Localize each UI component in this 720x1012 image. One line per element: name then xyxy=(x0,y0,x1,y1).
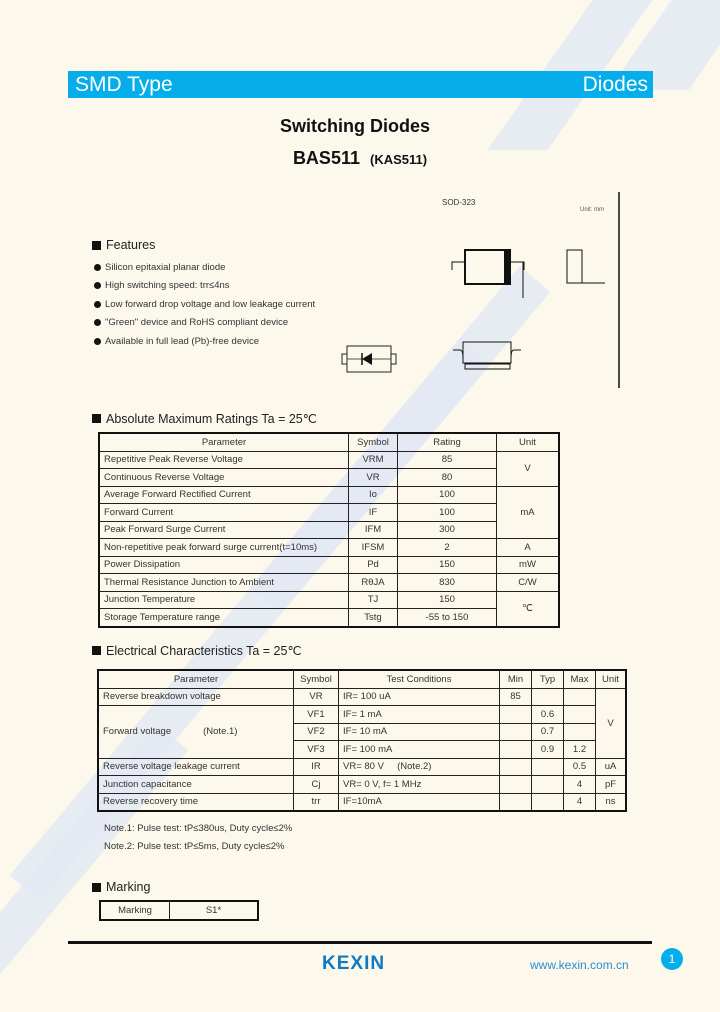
table-row: Junction capacitance Cj VR= 0 V, f= 1 MHz 4 pF xyxy=(98,776,626,794)
table-row: Marking S1* xyxy=(100,901,258,920)
abs-max-heading: Absolute Maximum Ratings Ta = 25℃ xyxy=(92,411,317,426)
page-number-badge: 1 xyxy=(661,948,683,970)
table-row: Forward Current IF 100 xyxy=(99,504,559,522)
square-bullet-icon xyxy=(92,883,101,892)
table-row: Non-repetitive peak forward surge current(t=10ms) IFSM 2 A xyxy=(99,539,559,557)
table-row: Forward voltage (Note.1) VF1 IF= 1 mA 0.6 xyxy=(98,706,626,724)
table-row: Reverse voltage leakage current IR VR= 80 V (Note.2) 0.5 uA xyxy=(98,758,626,776)
feature-item: High switching speed: trr≤4ns xyxy=(92,277,315,296)
feature-item: Low forward drop voltage and low leakage current xyxy=(92,295,315,314)
package-drawing xyxy=(420,190,630,390)
bullet-icon xyxy=(94,301,101,308)
features-section: Features Silicon epitaxial planar diode High switching speed: trr≤4ns Low forward drop voltage and low leakage current "Green" device and RoHS compliant device Available in full lead (Pb)-free device xyxy=(92,238,315,351)
note-1: Note.1: Pulse test: tP≤380us, Duty cycle≤2% xyxy=(104,823,293,834)
table-row: Storage Temperature range Tstg -55 to 150 xyxy=(99,609,559,627)
table-row: Reverse breakdown voltage VR IR= 100 uA 85 V xyxy=(98,688,626,706)
table-row: Repetitive Peak Reverse Voltage VRM 85 V xyxy=(99,451,559,469)
doc-title: Switching Diodes xyxy=(279,116,430,136)
marking-table xyxy=(99,900,259,921)
table-row: Continuous Reverse Voltage VR 80 xyxy=(99,469,559,487)
square-bullet-icon xyxy=(92,414,101,423)
table-row: Thermal Resistance Junction to Ambient RθJA 830 C/W xyxy=(99,574,559,592)
bullet-icon xyxy=(94,282,101,289)
alt-part-number: (KAS511) xyxy=(369,152,428,167)
square-bullet-icon xyxy=(92,646,101,655)
header-banner xyxy=(68,71,653,98)
table-header-row: Parameter Symbol Test Conditions Min Typ Max Unit xyxy=(98,670,626,688)
part-number: BAS511 (KAS511) xyxy=(292,148,428,168)
bullet-icon xyxy=(94,338,101,345)
feature-item: "Green" device and RoHS compliant device xyxy=(92,314,315,333)
kexin-logo: KEXIN xyxy=(322,953,386,974)
table-row: VF2 IF= 10 mA 0.7 xyxy=(98,723,626,741)
table-row: Power Dissipation Pd 150 mW xyxy=(99,556,559,574)
table-row: Reverse recovery time trr IF=10mA 4 ns xyxy=(98,793,626,811)
table-row: Junction Temperature TJ 150 ℃ xyxy=(99,591,559,609)
website-link[interactable]: www.kexin.com.cn xyxy=(530,958,629,972)
elec-heading: Electrical Characteristics Ta = 25℃ xyxy=(92,643,301,658)
header-right: Diodes xyxy=(582,72,648,96)
note-2: Note.2: Pulse test: tP≤5ms, Duty cycle≤2% xyxy=(104,841,285,852)
header-left: SMD Type xyxy=(75,72,173,96)
table-row: VF3 IF= 100 mA 0.9 1.2 xyxy=(98,741,626,759)
abs-max-table xyxy=(98,432,560,628)
feature-item: Silicon epitaxial planar diode xyxy=(92,258,315,277)
feature-item: Available in full lead (Pb)-free device xyxy=(92,332,315,351)
bullet-icon xyxy=(94,264,101,271)
marking-heading: Marking xyxy=(92,880,150,894)
table-header-row: Parameter Symbol Rating Unit xyxy=(99,433,559,451)
elec-table xyxy=(97,669,627,812)
package-unit: Unit: mm xyxy=(580,207,604,213)
diode-symbol-icon xyxy=(340,344,400,374)
package-name: SOD-323 xyxy=(442,198,476,207)
square-bullet-icon xyxy=(92,241,101,250)
table-row: Average Forward Rectified Current Io 100 mA xyxy=(99,486,559,504)
table-row: Peak Forward Surge Current IFM 300 xyxy=(99,521,559,539)
bullet-icon xyxy=(94,319,101,326)
footer-divider xyxy=(68,941,652,944)
